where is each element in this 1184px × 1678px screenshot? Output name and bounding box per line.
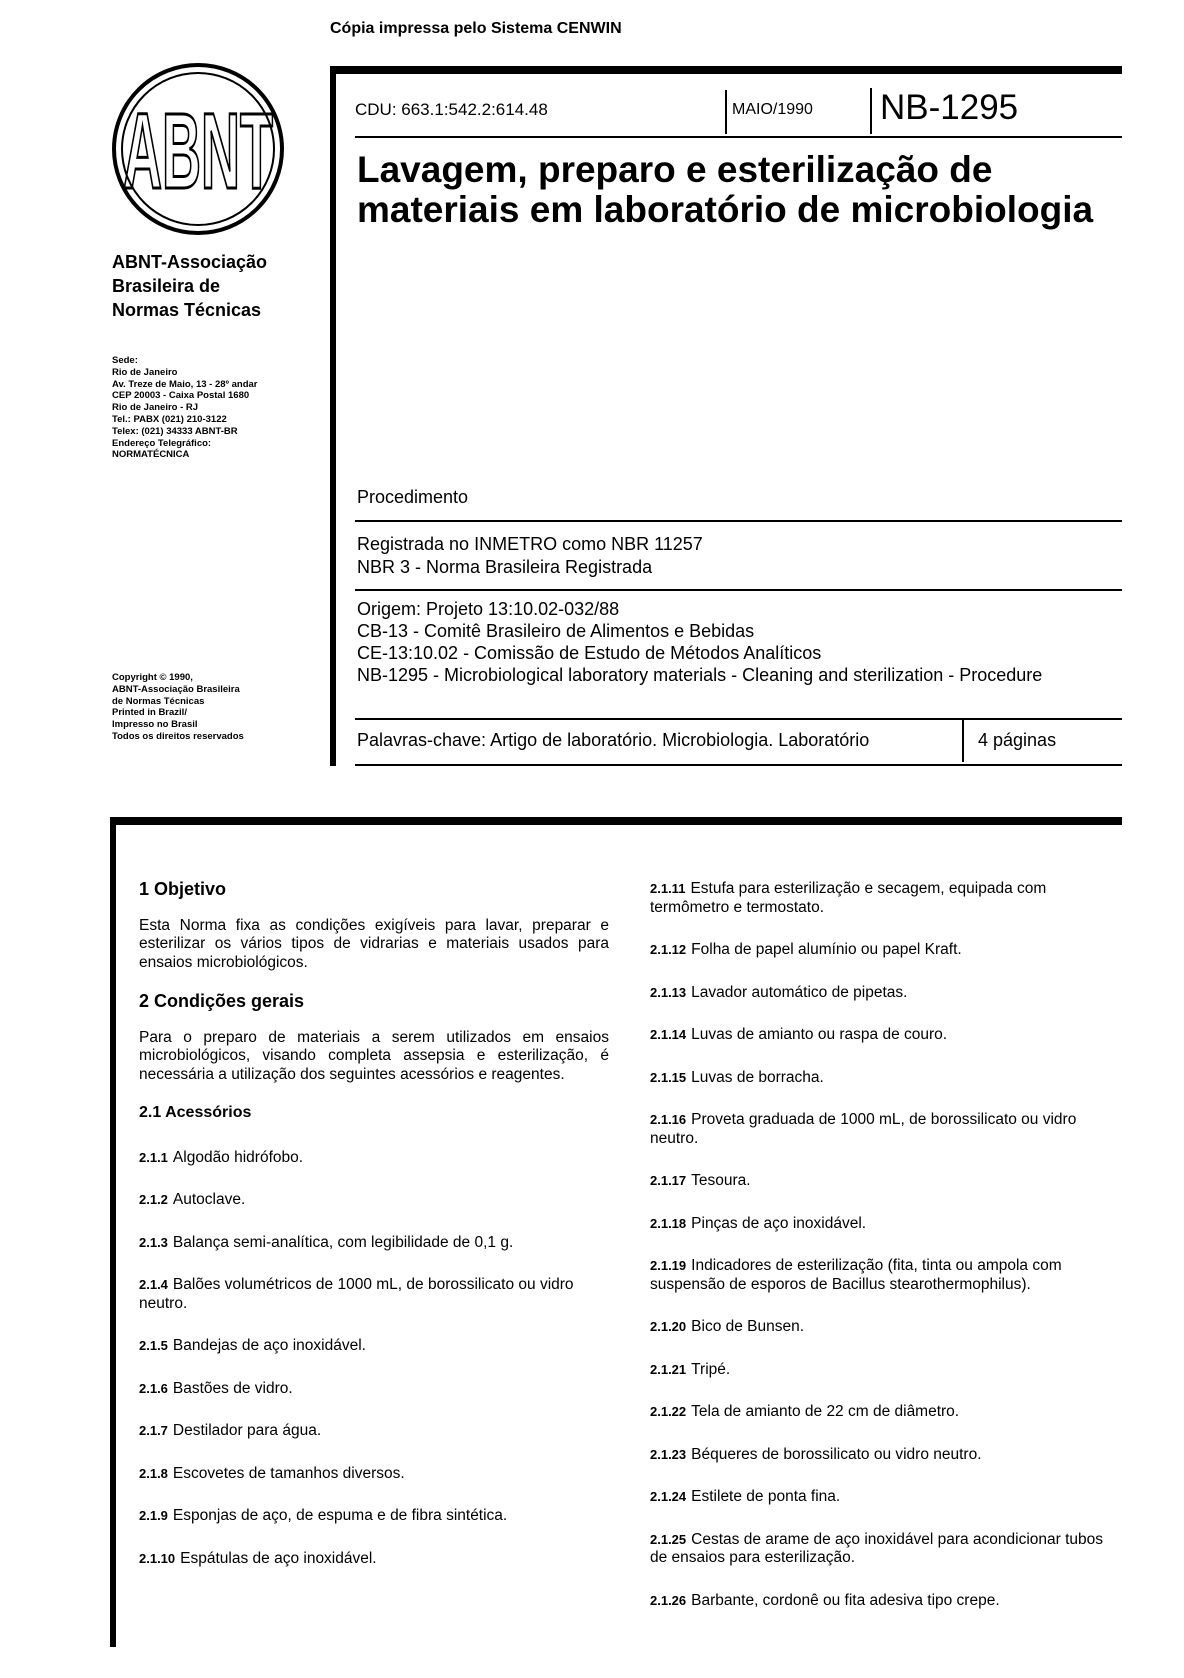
item-number: 2.1.24 (650, 1489, 687, 1504)
registration-line: NBR 3 - Norma Brasileira Registrada (357, 557, 653, 577)
subsection-heading: 2.1 Acessórios (139, 1104, 252, 1121)
list-item (650, 1026, 1120, 1045)
header-separator (725, 90, 727, 134)
item-number: 2.1.6 (139, 1380, 168, 1396)
headquarters-info (112, 355, 258, 461)
list-item (139, 1422, 609, 1441)
item-number: 2.1.22 (650, 1404, 687, 1419)
list-item (139, 1465, 609, 1484)
list-item (139, 1380, 609, 1399)
sede-line: Endereço Telegráfico: (112, 437, 212, 449)
item-text: Balança semi-analítica, com legibilidade de 0,1 g. (172, 1233, 514, 1251)
list-item (139, 1550, 609, 1569)
sede-line: Rio de Janeiro - RJ (112, 402, 199, 414)
copyright-line: Copyright © 1990, (112, 672, 193, 683)
item-text: Béqueres de borossilicato ou vidro neutro. (691, 1445, 982, 1463)
sede-line: Rio de Janeiro (112, 366, 178, 378)
origin-line: CE-13:10.02 - Comissão de Estudo de Métodos Analíticos (357, 643, 822, 663)
list-item (650, 1361, 1120, 1380)
list-item (650, 1403, 1120, 1422)
item-text: Indicadores de esterilização (fita, tinta ou ampola com suspensão de esporos de Bacillus stearothermophilus). (650, 1257, 1062, 1293)
document-type: Procedimento (357, 487, 469, 507)
item-number: 2.1.16 (650, 1112, 687, 1127)
item-text: Barbante, cordonê ou fita adesiva tipo crepe. (691, 1591, 1000, 1609)
copyright-line: Impresso no Brasil (112, 719, 198, 731)
item-text: Bandejas de aço inoxidável. (172, 1337, 366, 1354)
list-item (650, 941, 1120, 960)
organization-name (112, 250, 267, 322)
item-number: 2.1.18 (650, 1215, 687, 1231)
organization-line: Brasileira de (112, 276, 221, 296)
cdu-code: CDU: 663.1:542.2:614.48 (355, 100, 548, 119)
body-left-column (139, 880, 609, 1592)
item-number: 2.1.1 (139, 1149, 168, 1165)
sede-line: Telex: (021) 34333 ABNT-BR (112, 425, 238, 437)
list-item (650, 1592, 1120, 1611)
item-text: Destilador para água. (172, 1422, 322, 1439)
item-number: 2.1.25 (650, 1531, 687, 1547)
item-number: 2.1.3 (139, 1234, 168, 1250)
list-item (139, 1149, 609, 1168)
list-item (139, 1337, 609, 1356)
item-number: 2.1.15 (650, 1069, 687, 1085)
item-number: 2.1.10 (139, 1550, 176, 1566)
list-item (650, 1446, 1120, 1465)
print-banner: Cópia impressa pelo Sistema CENWIN (330, 20, 622, 37)
item-number: 2.1.23 (650, 1446, 687, 1462)
item-number: 2.1.2 (139, 1192, 168, 1207)
body-right-column (650, 880, 1120, 1634)
sede-line: Av. Treze de Maio, 13 - 28º andar (112, 378, 258, 390)
organization-line: ABNT-Associação (112, 252, 268, 272)
copyright-line: de Normas Técnicas (112, 695, 205, 707)
logo-lettering: ABNT (123, 90, 273, 211)
item-number: 2.1.20 (650, 1319, 687, 1334)
list-item (650, 880, 1120, 917)
item-number: 2.1.26 (650, 1592, 687, 1608)
header-separator (870, 88, 872, 134)
section-paragraph: Para o preparo de materiais a serem utilizados em ensaios microbiológicos, visando completa assepsia e esterilização, é necessária a utilização dos seguintes acessórios e reagentes. (139, 1028, 609, 1083)
item-number: 2.1.9 (139, 1508, 168, 1523)
header-frame-left-bar (330, 66, 336, 766)
body-frame-left-bar (110, 817, 116, 1647)
sede-line: NORMATÉCNICA (112, 449, 190, 461)
list-item (139, 1276, 609, 1313)
divider (355, 589, 1122, 591)
list-item (650, 1318, 1120, 1337)
item-text: Tripé. (691, 1360, 731, 1378)
list-item (650, 984, 1120, 1003)
item-number: 2.1.4 (139, 1277, 168, 1292)
list-item (650, 1172, 1120, 1191)
divider (355, 764, 1122, 766)
item-text: Luvas de borracha. (691, 1068, 824, 1086)
item-text: Proveta graduada de 1000 mL, de borossilicato ou vidro neutro. (650, 1111, 1077, 1147)
item-number: 2.1.12 (650, 942, 687, 957)
item-number: 2.1.14 (650, 1027, 687, 1042)
list-item (139, 1234, 609, 1253)
item-text: Lavador automático de pipetas. (691, 983, 908, 1001)
item-number: 2.1.17 (650, 1173, 687, 1188)
item-text: Escovetes de tamanhos diversos. (172, 1464, 405, 1482)
item-text: Estufa para esterilização e secagem, equipada com termômetro e termostato. (650, 880, 1047, 916)
item-number: 2.1.8 (139, 1465, 168, 1481)
item-text: Folha de papel alumínio ou papel Kraft. (691, 941, 962, 958)
item-number: 2.1.7 (139, 1423, 168, 1438)
list-item (650, 1531, 1120, 1568)
list-item (650, 1488, 1120, 1507)
keywords: Palavras-chave: Artigo de laboratório. Microbiologia. Laboratório (357, 730, 870, 750)
organization-line: Normas Técnicas (112, 300, 262, 320)
section-heading: 2 Condições gerais (139, 991, 305, 1011)
list-item (139, 1507, 609, 1526)
item-text: Cestas de arame de aço inoxidável para acondicionar tubos de ensaios para esterilização. (650, 1530, 1104, 1566)
item-text: Balões volumétricos de 1000 mL, de borossilicato ou vidro neutro. (139, 1276, 574, 1312)
item-text: Esponjas de aço, de espuma e de fibra sintética. (172, 1507, 508, 1524)
list-item (139, 1191, 609, 1210)
standard-code: NB-1295 (880, 88, 1019, 127)
list-item (650, 1111, 1120, 1148)
list-item (650, 1069, 1120, 1088)
copyright-line: Todos os direitos reservados (112, 730, 244, 742)
sede-line: CEP 20003 - Caixa Postal 1680 (112, 390, 250, 402)
item-text: Pinças de aço inoxidável. (691, 1214, 867, 1232)
item-text: Tesoura. (691, 1172, 751, 1189)
section-heading: 1 Objetivo (139, 879, 227, 899)
document-title: Lavagem, preparo e esterilização de materiais em laboratório de microbiologia (357, 149, 1094, 230)
publication-date: MAIO/1990 (732, 101, 813, 118)
section-paragraph: Esta Norma fixa as condições exigíveis para lavar, preparar e esterilizar os vários tipos de vidrarias e materiais usados para ensaios microbiológicos. (139, 916, 609, 971)
divider (355, 718, 1122, 720)
item-number: 2.1.19 (650, 1258, 687, 1273)
header-frame-top-bar (330, 66, 1122, 74)
list-item (650, 1215, 1120, 1234)
item-text: Bico de Bunsen. (691, 1318, 805, 1335)
copyright-line: ABNT-Associação Brasileira (112, 683, 240, 695)
item-number: 2.1.13 (650, 984, 687, 1000)
item-text: Autoclave. (172, 1191, 246, 1208)
copyright-info (112, 672, 244, 743)
abnt-logo (110, 60, 286, 238)
copyright-line: Printed in Brazil/ (112, 707, 187, 719)
item-text: Bastões de vidro. (172, 1379, 293, 1397)
origin-line: Origem: Projeto 13:10.02-032/88 (357, 599, 620, 619)
item-number: 2.1.11 (650, 881, 686, 896)
item-number: 2.1.21 (650, 1361, 687, 1377)
body-frame-top-bar (110, 817, 1122, 825)
list-item (650, 1257, 1120, 1294)
divider (355, 520, 1122, 522)
origin-line: CB-13 - Comitê Brasileiro de Alimentos e Bebidas (357, 621, 755, 641)
sede-line: Tel.: PABX (021) 210-3122 (112, 413, 227, 425)
origin-line: NB-1295 - Microbiological laboratory materials - Cleaning and sterilization - Procedure (357, 665, 1043, 685)
item-text: Estilete de ponta fina. (691, 1488, 841, 1505)
item-number: 2.1.5 (139, 1338, 168, 1353)
page-count: 4 páginas (978, 730, 1057, 750)
keywords-separator (962, 720, 964, 762)
item-text: Espátulas de aço inoxidável. (180, 1549, 377, 1567)
registration-line: Registrada no INMETRO como NBR 11257 (357, 534, 703, 554)
divider (355, 136, 1122, 138)
registration-info (357, 533, 703, 579)
item-text: Algodão hidrófobo. (172, 1148, 304, 1166)
item-text: Tela de amianto de 22 cm de diâmetro. (691, 1403, 960, 1420)
item-text: Luvas de amianto ou raspa de couro. (691, 1026, 948, 1043)
sede-line: Sede: (112, 355, 138, 366)
origin-info (357, 598, 1117, 686)
